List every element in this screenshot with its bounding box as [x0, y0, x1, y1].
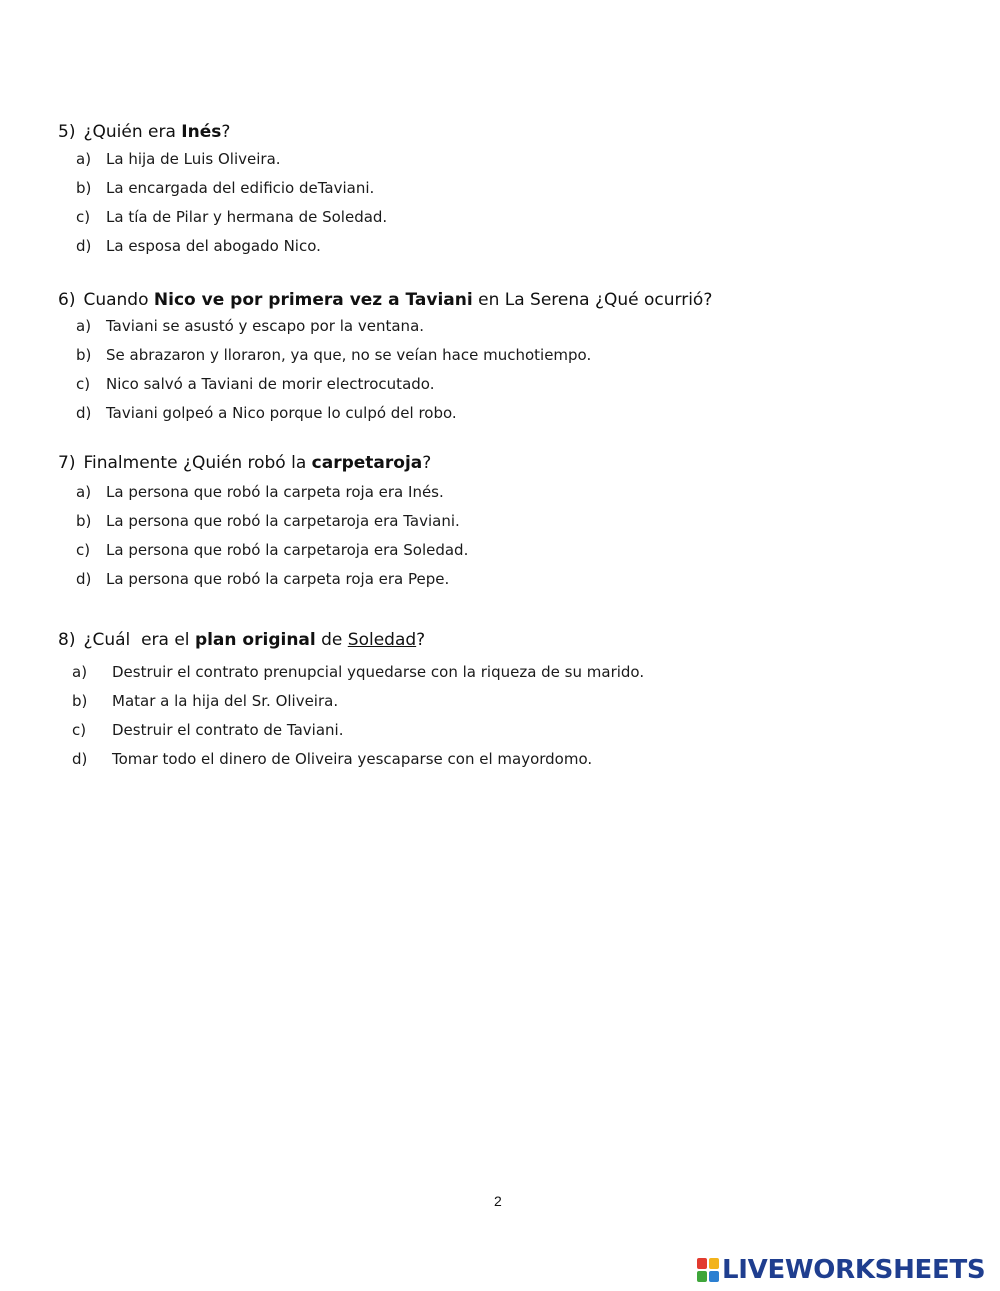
question-number: 8) — [58, 630, 76, 650]
question-7 — [58, 453, 431, 473]
question-text: ¿Cuál era el — [83, 630, 195, 650]
answer-option[interactable] — [76, 512, 460, 530]
option-letter: d) — [76, 570, 92, 588]
option-letter: c) — [76, 208, 91, 226]
option-letter: c) — [72, 721, 87, 739]
logo-tiles-icon — [697, 1258, 719, 1282]
option-text: Taviani se asustó y escapo por la ventana. — [106, 317, 425, 335]
logo-tile-2 — [709, 1258, 719, 1269]
question-text: ¿Quién era — [83, 122, 182, 142]
question-text: ? — [416, 630, 426, 650]
answer-option[interactable] — [76, 404, 457, 422]
question-number: 5) — [58, 122, 76, 142]
option-text: La hija de Luis Oliveira. — [106, 150, 281, 168]
option-letter: a) — [76, 150, 92, 168]
option-letter: d) — [72, 750, 88, 768]
option-text: La persona que robó la carpetaroja era Taviani. — [106, 512, 460, 530]
answer-option[interactable] — [76, 317, 424, 335]
option-text: Taviani golpeó a Nico porque lo culpó del robo. — [106, 404, 457, 422]
answer-option[interactable] — [72, 692, 338, 710]
question-keyword: Nico ve por primera vez a Taviani — [153, 290, 473, 310]
option-letter: c) — [76, 541, 91, 559]
option-letter: d) — [76, 237, 92, 255]
option-text: La tía de Pilar y hermana de Soledad. — [106, 208, 388, 226]
logo-tile-3 — [697, 1271, 707, 1282]
question-underlined-word: Soledad — [347, 630, 417, 650]
option-letter: a) — [76, 483, 92, 501]
option-text: Matar a la hija del Sr. Oliveira. — [112, 692, 339, 710]
question-text: en La Serena ¿Qué ocurrió? — [472, 290, 713, 310]
question-text: de — [315, 630, 348, 650]
option-text: La persona que robó la carpetaroja era Soledad. — [106, 541, 469, 559]
logo-tile-4 — [709, 1271, 719, 1282]
option-letter: b) — [76, 512, 92, 530]
question-number: 7) — [58, 453, 76, 473]
logo-tile-1 — [697, 1258, 707, 1269]
answer-option[interactable] — [76, 208, 387, 226]
option-letter: d) — [76, 404, 92, 422]
question-text: ? — [422, 453, 432, 473]
answer-option[interactable] — [76, 150, 281, 168]
liveworksheets-logo[interactable] — [697, 1255, 985, 1285]
option-text: La persona que robó la carpeta roja era Pepe. — [106, 570, 450, 588]
question-text: Finalmente ¿Quién robó la — [83, 453, 312, 473]
answer-option[interactable] — [76, 179, 374, 197]
answer-option[interactable] — [76, 375, 434, 393]
option-letter: a) — [76, 317, 92, 335]
option-letter: b) — [76, 179, 92, 197]
option-text: Tomar todo el dinero de Oliveira yescaparse con el mayordomo. — [112, 750, 593, 768]
option-text: Se abrazaron y lloraron, ya que, no se veían hace muchotiempo. — [106, 346, 592, 364]
option-text: Nico salvó a Taviani de morir electrocutado. — [106, 375, 435, 393]
page-number: 2 — [494, 1193, 502, 1209]
answer-option[interactable] — [76, 541, 468, 559]
answer-option[interactable] — [76, 483, 444, 501]
answer-option[interactable] — [72, 663, 644, 681]
question-keyword: Inés — [181, 122, 222, 142]
answer-option[interactable] — [76, 570, 449, 588]
question-text: Cuando — [83, 290, 154, 310]
question-8 — [58, 630, 425, 650]
option-letter: c) — [76, 375, 91, 393]
question-keyword: carpetaroja — [311, 453, 423, 473]
option-letter: b) — [72, 692, 88, 710]
option-text: La esposa del abogado Nico. — [106, 237, 321, 255]
answer-option[interactable] — [76, 346, 591, 364]
question-keyword: plan original — [194, 630, 316, 650]
option-text: Destruir el contrato de Taviani. — [112, 721, 344, 739]
question-number: 6) — [58, 290, 76, 310]
option-text: Destruir el contrato prenupcial yquedarse con la riqueza de su marido. — [112, 663, 645, 681]
answer-option[interactable] — [76, 237, 321, 255]
answer-option[interactable] — [72, 721, 343, 739]
question-text: ? — [221, 122, 231, 142]
option-text: La persona que robó la carpeta roja era Inés. — [106, 483, 444, 501]
question-5 — [58, 122, 230, 142]
logo-wordmark: LIVEWORKSHEETS — [722, 1255, 986, 1285]
question-6 — [58, 290, 712, 310]
option-letter: a) — [72, 663, 88, 681]
answer-option[interactable] — [72, 750, 592, 768]
option-letter: b) — [76, 346, 92, 364]
option-text: La encargada del edificio deTaviani. — [106, 179, 375, 197]
